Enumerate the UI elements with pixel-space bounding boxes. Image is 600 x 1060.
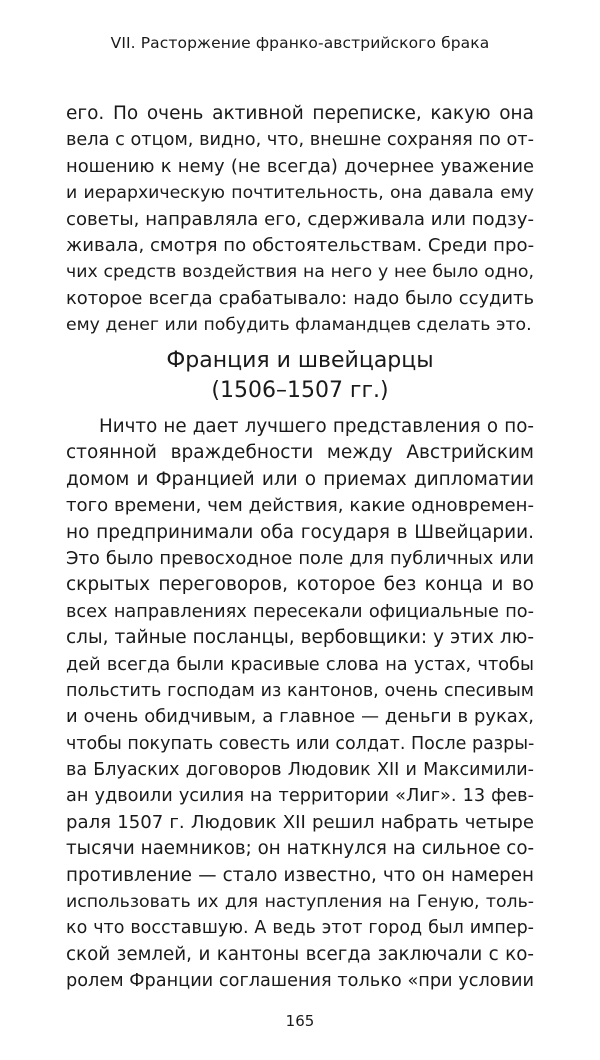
text-line: его. По очень активной переписке, какую она: [66, 103, 534, 124]
text-line: скрытых переговоров, которое без конца и во: [66, 574, 534, 596]
text-line: слы, тайные посланцы, вербовщики: у этих лю-: [66, 627, 534, 649]
text-line: Это было превосходное поле для публичных или: [66, 547, 534, 569]
paragraph-body: [66, 414, 534, 995]
text-line: живала, смотря по обстоятельствам. Среди про-: [66, 234, 535, 256]
text-line: противление — стало известно, что он намерен: [66, 864, 534, 886]
page-number: 165: [285, 1012, 315, 1030]
text-line: всех направлениях пересекали официальные по-: [66, 601, 534, 622]
text-line: использовать их для наступления на Геную, толь-: [66, 892, 534, 913]
text-line: вела с отцом, видно, что, внешне сохраняя по от-: [66, 130, 534, 151]
text-line: польстить господам из кантонов, очень спесивым: [66, 680, 534, 701]
text-line: ему денег или побудить фламандцев сделать это.: [66, 315, 532, 336]
text-line: того времени, чем действия, какие одновремен-: [66, 495, 534, 517]
text-line: дей всегда были красивые слова на устах, чтобы: [66, 654, 534, 675]
text-line: ской землей, и кантоны всегда заключали с ко-: [66, 943, 534, 965]
text-line: чтобы покупать совесть или солдат. После разры-: [66, 733, 535, 754]
text-line: которое всегда срабатывало: надо было ссудить: [66, 287, 534, 309]
text-line: ва Блуаских договоров Людовик XII и Максимили-: [66, 760, 534, 781]
running-head: VII. Расторжение франко-австрийского брака: [110, 34, 490, 52]
text-line: чих средств воздействия на него у нее было одно,: [66, 262, 534, 283]
text-line: раля 1507 г. Людовик XII решил набрать четыре: [66, 811, 534, 833]
section-heading-title: Франция и швейцарцы: [166, 348, 434, 373]
text-line: советы, направляла его, сдерживала или подзу-: [66, 208, 534, 230]
text-line: ролем Франции соглашения только «при условии: [66, 971, 534, 992]
paragraph-continuation: [66, 101, 534, 339]
text-line: но предпринимали оба государя в Швейцарии.: [66, 521, 534, 543]
text-line: и очень обидчивым, а главное — деньги в руках,: [66, 706, 534, 728]
text-line: Ничто не дает лучшего представления о по-: [99, 416, 534, 437]
text-line: домом и Францией или о приемах дипломатии: [66, 468, 534, 490]
text-line: стоянной враждебности между Австрийским: [66, 442, 534, 464]
text-line: ношению к нему (не всегда) дочернее уважение: [66, 155, 534, 177]
text-line: и иерархическую почтительность, она давала ему: [66, 183, 534, 204]
section-heading-dates: (1506–1507 гг.): [211, 378, 389, 403]
text-line: ан удвоили усилия на территории «Лиг». 13 фев-: [66, 786, 534, 807]
text-line: ко что восставшую. А ведь этот город был импер-: [66, 918, 534, 939]
text-line: тысячи наемников; он наткнулся на сильное со-: [66, 838, 535, 860]
